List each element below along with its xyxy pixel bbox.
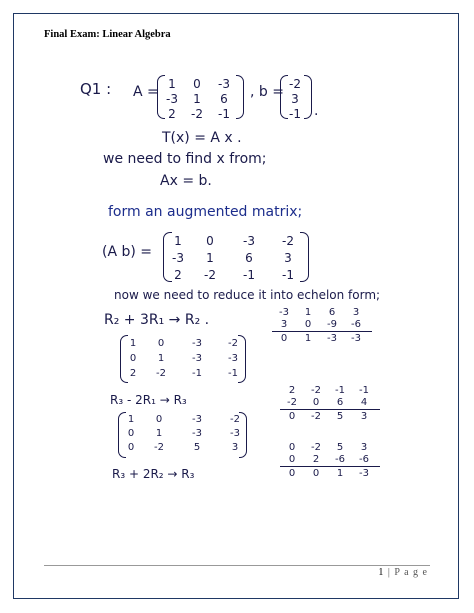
step1-side-calculation [272, 307, 368, 330]
calc-cell: -3 [327, 333, 337, 344]
matrix-cell: -3 [192, 338, 202, 349]
calc-cell: 0 [288, 468, 296, 479]
calc-cell: -6 [351, 319, 361, 330]
calc-cell: 3 [360, 442, 368, 453]
vector-b-period: . [314, 103, 319, 119]
step1-matrix [123, 338, 251, 379]
calc-cell: -3 [359, 468, 369, 479]
augmented-matrix [166, 234, 308, 282]
step2-side-calculation [280, 385, 376, 408]
calc-cell: 5 [336, 442, 344, 453]
calc-cell: -1 [359, 385, 369, 396]
vector-b-cell: -1 [289, 107, 301, 121]
vector-b-label: , b = [250, 84, 284, 100]
row-operation-3: R₃ + 2R₂ → R₃ [112, 467, 195, 481]
matrix-cell: -3 [192, 428, 202, 439]
vector-b-cell: -2 [289, 77, 301, 91]
matrix-cell: 1 [157, 353, 165, 364]
calc-divider [280, 409, 380, 410]
matrix-a-cell: -1 [218, 107, 230, 121]
calc-cell: 4 [360, 397, 368, 408]
step2-matrix [121, 414, 253, 453]
matrix-cell: -2 [156, 368, 166, 379]
calc-cell: 2 [312, 454, 320, 465]
matrix-cell: 2 [129, 368, 137, 379]
matrix-a-cell: -3 [218, 77, 230, 91]
row-operation-1: R₂ + 3R₁ → R₂ . [104, 312, 210, 328]
matrix-a-cell: 6 [220, 92, 228, 106]
matrix-a-cell: -3 [166, 92, 178, 106]
matrix-cell: 0 [206, 234, 214, 248]
matrix-cell: 1 [206, 251, 214, 265]
matrix-cell: 1 [155, 428, 163, 439]
calc-cell: 0 [288, 454, 296, 465]
matrix-cell: 3 [231, 442, 239, 453]
matrix-cell: 0 [127, 442, 135, 453]
step1-calc-result [272, 333, 368, 344]
matrix-cell: 0 [129, 353, 137, 364]
calc-cell: -1 [335, 385, 345, 396]
page-footer [378, 567, 428, 578]
vector-b [284, 77, 306, 121]
calc-cell: 6 [336, 397, 344, 408]
calc-cell: 1 [336, 468, 344, 479]
reduce-statement: now we need to reduce it into echelon form; [114, 288, 381, 302]
matrix-cell: -2 [204, 268, 216, 282]
calc-cell: -9 [327, 319, 337, 330]
matrix-a-right-bracket [236, 75, 244, 119]
calc-cell: -2 [311, 411, 321, 422]
calc-cell: -6 [359, 454, 369, 465]
augmented-label: (A b) = [102, 244, 153, 260]
matrix-cell: 3 [284, 251, 292, 265]
matrix-cell: -2 [154, 442, 164, 453]
footer-separator: | [384, 567, 395, 578]
matrix-cell: -1 [192, 368, 202, 379]
augmented-right-bracket [300, 232, 309, 282]
calc-cell: 6 [328, 307, 336, 318]
calc-cell: -2 [311, 385, 321, 396]
calc-divider [280, 466, 380, 467]
calc-cell: 0 [280, 333, 288, 344]
find-x-statement: we need to find x from; [103, 151, 267, 167]
matrix-a-cell: 2 [168, 107, 176, 121]
step2-calc-result [280, 411, 376, 422]
calc-cell: 0 [312, 397, 320, 408]
matrix-cell: -1 [228, 368, 238, 379]
calc-cell: -6 [335, 454, 345, 465]
matrix-cell: 1 [129, 338, 137, 349]
question-label: Q1 : [80, 80, 112, 98]
calc-cell: -3 [279, 307, 289, 318]
calc-cell: 0 [288, 442, 296, 453]
calc-cell: 1 [304, 333, 312, 344]
calc-cell: 1 [304, 307, 312, 318]
matrix-cell: -3 [192, 353, 202, 364]
matrix-cell: -2 [282, 234, 294, 248]
matrix-cell: -2 [230, 414, 240, 425]
vector-b-cell: 3 [291, 92, 299, 106]
calc-cell: 3 [280, 319, 288, 330]
matrix-cell: 0 [155, 414, 163, 425]
matrix-a-cell: -2 [191, 107, 203, 121]
equation-ax-b: Ax = b. [160, 173, 212, 189]
step2-right-bracket [239, 412, 247, 458]
calc-cell: -2 [311, 442, 321, 453]
matrix-cell: -3 [228, 353, 238, 364]
matrix-a-cell: 0 [193, 77, 201, 91]
matrix-a-cell: 1 [168, 77, 176, 91]
augmented-heading: form an augmented matrix; [108, 204, 303, 220]
matrix-cell: 1 [174, 234, 182, 248]
footer-divider [44, 565, 430, 566]
step3-calc-result [280, 468, 376, 479]
document-title: Final Exam: Linear Algebra [44, 29, 171, 40]
matrix-cell: 1 [127, 414, 135, 425]
matrix-a-label: A = [133, 84, 159, 100]
matrix-cell: 0 [157, 338, 165, 349]
step1-right-bracket [238, 335, 246, 383]
page-label: P a g e [394, 567, 428, 578]
page-number: 1 [378, 567, 385, 578]
vector-b-right-bracket [304, 75, 312, 119]
matrix-a-cell: 1 [193, 92, 201, 106]
matrix-cell: 2 [174, 268, 182, 282]
calc-cell: 2 [288, 385, 296, 396]
matrix-cell: -3 [230, 428, 240, 439]
calc-cell: 0 [312, 468, 320, 479]
calc-cell: -2 [287, 397, 297, 408]
matrix-cell: -3 [192, 414, 202, 425]
step3-side-calculation [280, 442, 376, 465]
calc-cell: -3 [351, 333, 361, 344]
matrix-cell: 6 [245, 251, 253, 265]
matrix-a [161, 77, 237, 121]
matrix-cell: -1 [282, 268, 294, 282]
calc-divider [272, 331, 372, 332]
transform-definition: T(x) = A x . [162, 130, 242, 146]
matrix-cell: -2 [228, 338, 238, 349]
matrix-cell: 5 [193, 442, 201, 453]
matrix-cell: -3 [172, 251, 184, 265]
calc-cell: 0 [304, 319, 312, 330]
matrix-cell: -1 [243, 268, 255, 282]
calc-cell: 3 [352, 307, 360, 318]
matrix-cell: 0 [127, 428, 135, 439]
row-operation-2: R₃ - 2R₁ → R₃ [110, 393, 187, 407]
calc-cell: 5 [336, 411, 344, 422]
calc-cell: 3 [360, 411, 368, 422]
calc-cell: 0 [288, 411, 296, 422]
matrix-cell: -3 [243, 234, 255, 248]
